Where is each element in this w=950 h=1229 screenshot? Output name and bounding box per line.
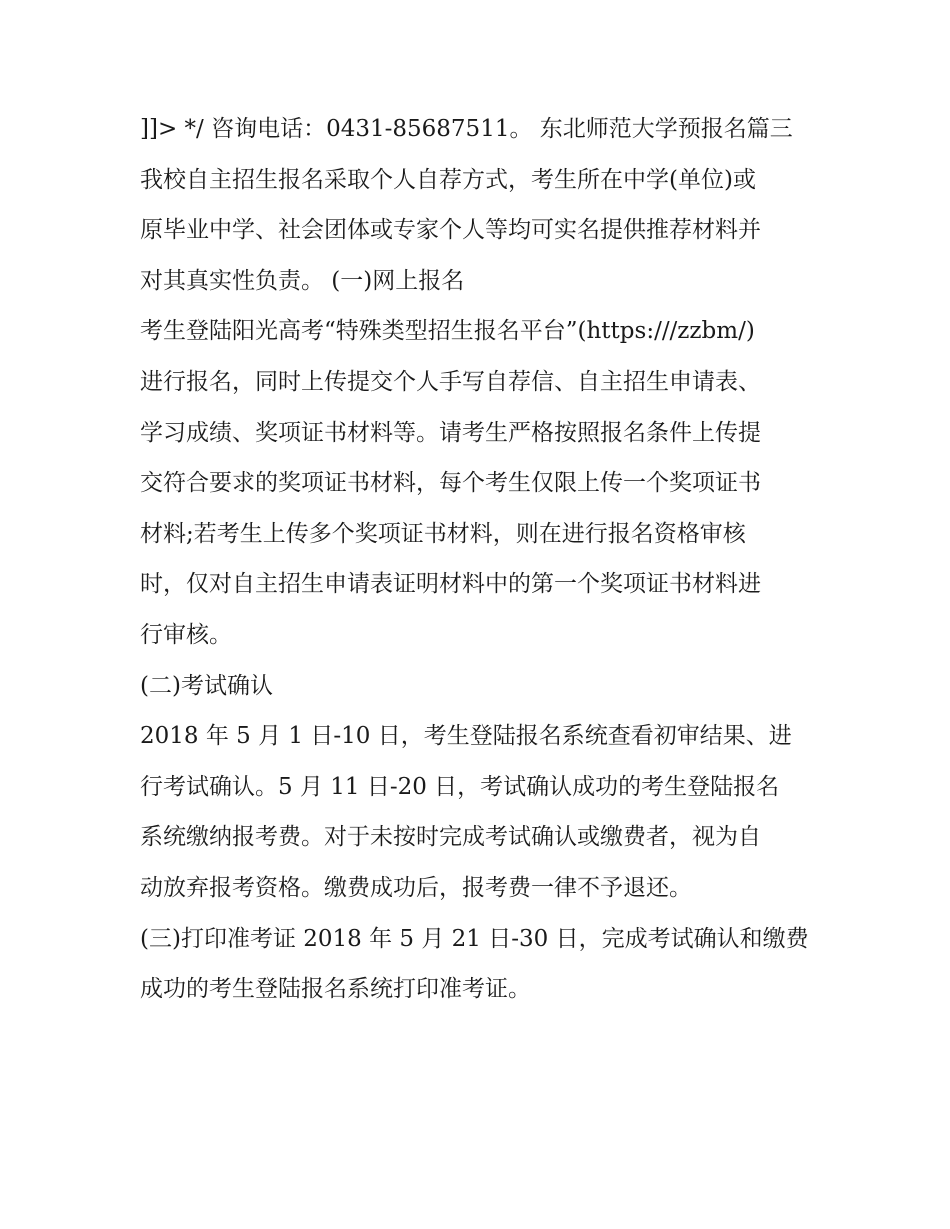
text-line: 行考试确认。5 月 11 日-20 日，考试确认成功的考生登陆报名 (140, 773, 780, 800)
text-line: 成功的考生登陆报名系统打印准考证。 (140, 976, 531, 1003)
text-line: 时，仅对自主招生申请表证明材料中的第一个奖项证书材料进 (140, 571, 761, 598)
text-line: ]]> */ 咨询电话：0431-85687511。 东北师范大学预报名篇三 (140, 116, 793, 142)
text-line: 我校自主招生报名采取个人自荐方式，考生所在中学(单位)或 (140, 166, 756, 193)
text-line: 交符合要求的奖项证书材料，每个考生仅限上传一个奖项证书 (140, 470, 761, 497)
section-heading: (二)考试确认 (140, 672, 273, 699)
text-line: (三)打印准考证 2018 年 5 月 21 日-30 日，完成考试确认和缴费 (140, 925, 809, 952)
text-line: 2018 年 5 月 1 日-10 日，考生登陆报名系统查看初审结果、进 (140, 723, 792, 750)
text-line: 原毕业中学、社会团体或专家个人等均可实名提供推荐材料并 (140, 217, 761, 244)
text-line: 系统缴纳报考费。对于未按时完成考试确认或缴费者，视为自 (140, 824, 761, 851)
text-line: 进行报名，同时上传提交个人手写自荐信、自主招生申请表、 (140, 368, 761, 395)
text-line: 对其真实性负责。 (一)网上报名 (140, 267, 465, 294)
text-line: 材料;若考生上传多个奖项证书材料，则在进行报名资格审核 (140, 520, 746, 547)
text-line: 考生登陆阳光高考“特殊类型招生报名平台”(https:///zzbm/) (140, 318, 755, 345)
text-line: 动放弃报考资格。缴费成功后，报考费一律不予退还。 (140, 874, 692, 901)
text-line: 行审核。 (140, 621, 232, 648)
text-line: 学习成绩、奖项证书材料等。请考生严格按照报名条件上传提 (140, 419, 761, 446)
document-body (140, 104, 820, 1015)
